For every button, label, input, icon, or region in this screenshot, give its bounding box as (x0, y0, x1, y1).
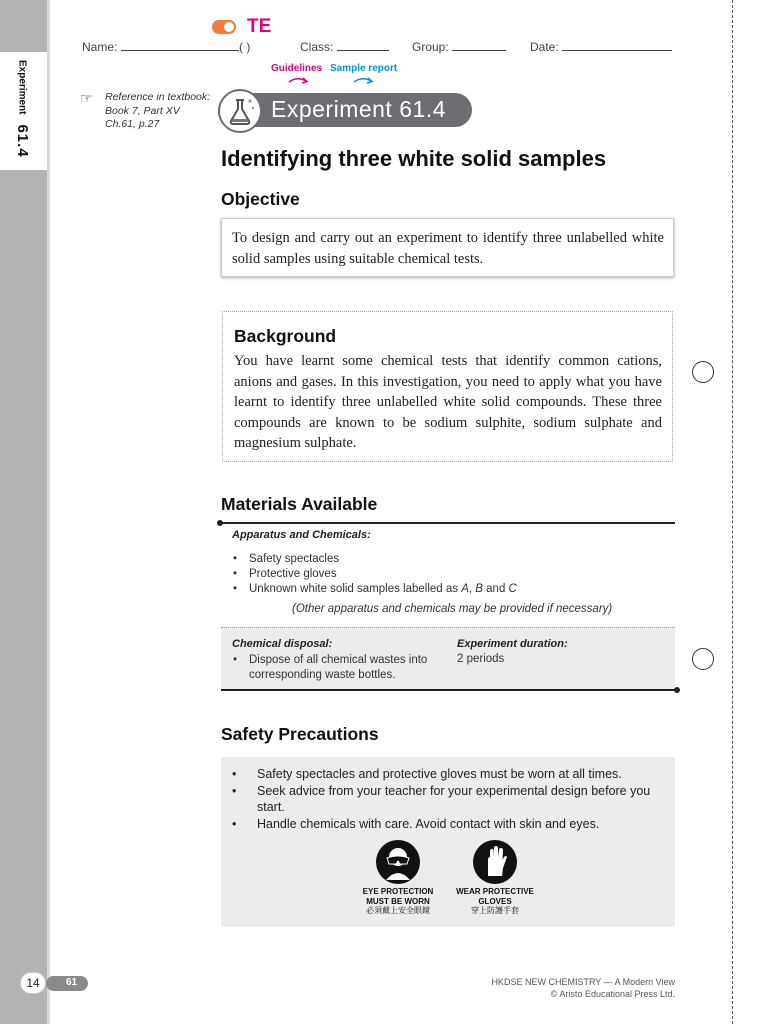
side-word: Experiment (16, 60, 28, 115)
reference-line: Ch.61, p.27 (105, 118, 160, 130)
caption-line: GLOVES (478, 896, 512, 906)
duration-value: 2 periods (457, 653, 505, 665)
gloves-caption (449, 887, 541, 916)
class-label: Class: (300, 40, 334, 54)
caption-line: WEAR PROTECTIVE (456, 887, 534, 896)
chapter-number: 61 (66, 977, 78, 988)
flask-icon (218, 89, 262, 133)
eye-protection-icon (376, 840, 420, 884)
page-number-badge (20, 972, 78, 994)
disposal-list (232, 653, 437, 683)
apparatus-subheading: Apparatus and Chemicals: (232, 529, 371, 541)
te-toggle-icon[interactable] (212, 20, 236, 34)
objective-heading: Objective (221, 189, 300, 209)
textbook-reference (105, 91, 210, 132)
caption-line: EYE PROTECTION (362, 887, 434, 896)
materials-heading: Materials Available (221, 494, 378, 514)
guidelines-link[interactable]: Guidelines (271, 63, 323, 74)
list-item: • Safety spectacles and protective gloves must be worn at all times. (231, 766, 671, 783)
group-blank[interactable] (452, 40, 506, 51)
side-experiment-label (9, 60, 39, 170)
list-item: • Seek advice from your teacher for your experimental design before you start. (231, 783, 671, 816)
group-label: Group: (412, 40, 449, 54)
list-item: • Handle chemicals with care. Avoid contact with skin and eyes. (231, 816, 671, 833)
group-field[interactable] (412, 40, 506, 54)
apparatus-note: (Other apparatus and chemicals may be provided if necessary) (292, 603, 613, 615)
punch-hole (692, 361, 714, 383)
objective-text: To design and carry out an experiment to identify three unlabelled white solid samples using suitable chemical tests. (232, 230, 664, 267)
pointing-hand-icon: ☞ (80, 90, 93, 106)
page-title: Identifying three white solid samples (221, 146, 607, 171)
list-item: • Safety spectacles (232, 552, 517, 567)
name-label: Name: (82, 40, 118, 54)
date-label: Date: (530, 40, 559, 54)
strip-divider (47, 0, 50, 1024)
fold-line (732, 0, 733, 1024)
caption-line: 必須戴上安全眼鏡 (366, 906, 430, 915)
footer-line: © Aristo Educational Press Ltd. (550, 989, 675, 999)
class-field[interactable] (300, 40, 389, 54)
guidelines-arrow-icon (287, 75, 311, 85)
page-number: 14 (20, 972, 46, 994)
materials-rule-bottom (221, 689, 677, 691)
caption-line: MUST BE WORN (366, 896, 430, 906)
background-text: You have learnt some chemical tests that identify common cations, anions and gases. In this investigation, you need to apply what you have learnt to identify three unlabelled white solid compounds. These three compounds are known to be sodium sulphite, sodium sulphate and magnesium sulphate. (234, 353, 662, 451)
sample-report-arrow-icon (352, 75, 376, 85)
eye-protection-caption (352, 887, 444, 916)
name-field[interactable] (82, 40, 239, 54)
sample-report-link[interactable]: Sample report (330, 63, 398, 74)
side-number: 61.4 (13, 124, 31, 158)
rule-dot (674, 687, 680, 693)
class-blank[interactable] (337, 40, 389, 51)
list-item: • Dispose of all chemical wastes into corresponding waste bottles. (232, 653, 437, 683)
te-label[interactable]: TE (247, 16, 272, 37)
punch-hole (692, 648, 714, 670)
date-field[interactable] (530, 40, 672, 54)
date-blank[interactable] (562, 40, 672, 51)
class-number-paren: ( ) (239, 40, 251, 54)
materials-rule-top (221, 522, 675, 524)
name-blank[interactable] (121, 40, 239, 51)
publisher-footer (480, 976, 675, 1000)
background-heading: Background (234, 326, 337, 346)
gloves-icon (473, 840, 517, 884)
experiment-number-label: Experiment 61.4 (271, 96, 446, 122)
list-item: • Protective gloves (232, 567, 517, 582)
caption-line: 穿上防護手套 (471, 906, 519, 915)
safety-list (231, 766, 671, 832)
reference-line: Reference in textbook: (105, 91, 211, 103)
disposal-label: Chemical disposal: (232, 638, 333, 650)
list-item: • Unknown white solid samples labelled as A, B and C (232, 582, 517, 597)
safety-heading: Safety Precautions (221, 724, 379, 744)
duration-label: Experiment duration: (457, 638, 568, 650)
reference-line: Book 7, Part XV (105, 104, 180, 117)
apparatus-list (232, 552, 517, 598)
footer-line: HKDSE NEW CHEMISTRY — A Modern View (491, 977, 675, 987)
